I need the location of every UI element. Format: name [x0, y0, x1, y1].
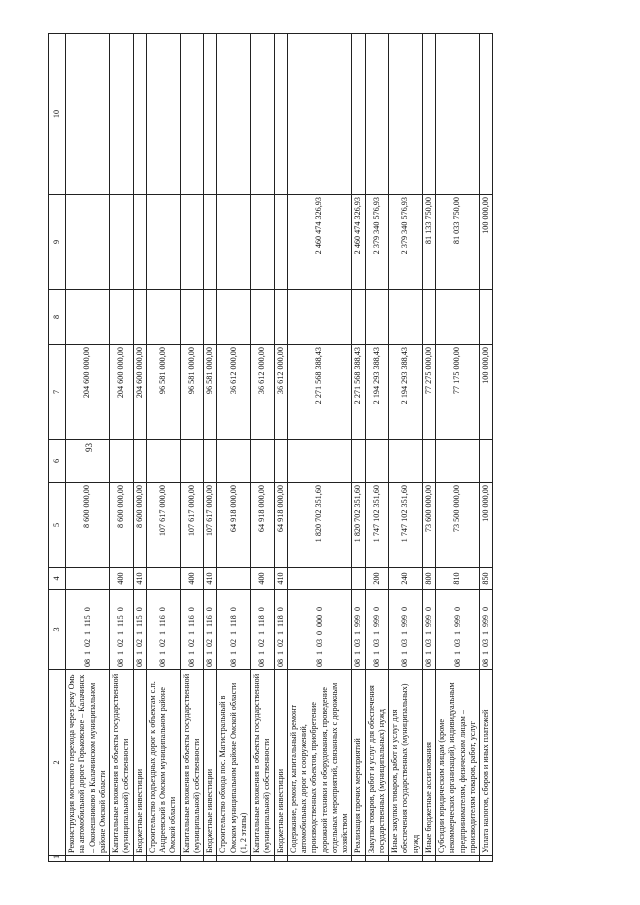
amount-col9: [110, 195, 134, 290]
expense-type: 400: [251, 568, 275, 590]
amount-col6: [217, 440, 251, 483]
amount-col5: 73 500 000,00: [436, 483, 480, 568]
budget-code: 08 1 02 1 116 0: [204, 590, 217, 670]
amount-col5: 107 617 000,00: [204, 483, 217, 568]
amount-col9: [217, 195, 251, 290]
budget-code: 08 1 03 1 999 0: [389, 590, 423, 670]
amount-col10: [287, 34, 352, 195]
amount-col6: [251, 440, 275, 483]
budget-table: [48, 33, 493, 862]
amount-col6: [389, 440, 423, 483]
item-name: Бюджетные инвестиции: [274, 670, 287, 856]
table-row: [389, 34, 423, 862]
expense-type: 240: [389, 568, 423, 590]
col-header: 4: [49, 568, 66, 590]
item-name: Иные закупки товаров, работ и услуг для обеспечения государственных (муниципальных) нужд: [389, 670, 423, 856]
col1-cell: [480, 856, 493, 862]
page-number: 93: [84, 443, 94, 452]
expense-type: [287, 568, 352, 590]
col1-cell: [365, 856, 389, 862]
item-name: Капитальные вложения в объекты государственной (муниципальной) собственности: [110, 670, 134, 856]
amount-col8: [287, 290, 352, 345]
amount-col9: [133, 195, 146, 290]
item-name: Капитальные вложения в объекты государственной (муниципальной) собственности: [251, 670, 275, 856]
amount-col6: [274, 440, 287, 483]
col1-cell: [217, 856, 251, 862]
table-row: [133, 34, 146, 862]
col-header: 5: [49, 483, 66, 568]
table-row: [480, 34, 493, 862]
amount-col7: 96 581 000,00: [146, 345, 180, 440]
amount-col8: [217, 290, 251, 345]
amount-col6: [110, 440, 134, 483]
budget-code: 08 1 03 1 999 0: [365, 590, 389, 670]
col1-cell: [422, 856, 435, 862]
item-name: Капитальные вложения в объекты государственной (муниципальной) собственности: [180, 670, 204, 856]
amount-col6: [480, 440, 493, 483]
budget-code: 08 1 03 1 999 0: [436, 590, 480, 670]
amount-col8: [251, 290, 275, 345]
expense-type: 400: [110, 568, 134, 590]
col-header: 2: [49, 670, 66, 856]
amount-col7: 77 275 000,00: [422, 345, 435, 440]
amount-col7: 77 175 000,00: [436, 345, 480, 440]
col1-cell: [180, 856, 204, 862]
table-row: [146, 34, 180, 862]
amount-col6: [287, 440, 352, 483]
table-row: [251, 34, 275, 862]
col1-cell: [274, 856, 287, 862]
amount-col6: [180, 440, 204, 483]
table-row: [110, 34, 134, 862]
amount-col6: [365, 440, 389, 483]
item-name: Бюджетные инвестиции: [133, 670, 146, 856]
amount-col10: [480, 34, 493, 195]
budget-code: 08 1 02 1 116 0: [146, 590, 180, 670]
col1-cell: [287, 856, 352, 862]
amount-col6: [146, 440, 180, 483]
table-row: [204, 34, 217, 862]
budget-code: 08 1 02 1 115 0: [133, 590, 146, 670]
amount-col6: [352, 440, 365, 483]
amount-col9: 81 033 750,00: [436, 195, 480, 290]
amount-col5: 64 918 000,00: [217, 483, 251, 568]
amount-col10: [204, 34, 217, 195]
amount-col9: [274, 195, 287, 290]
amount-col9: 100 000,00: [480, 195, 493, 290]
item-name: Иные бюджетные ассигнования: [422, 670, 435, 856]
amount-col5: 8 600 000,00: [66, 483, 110, 568]
col-header: 7: [49, 345, 66, 440]
amount-col10: [436, 34, 480, 195]
amount-col7: 2 194 293 388,43: [365, 345, 389, 440]
col1-cell: [204, 856, 217, 862]
rotated-page: [48, 34, 610, 862]
amount-col9: 2 460 474 326,93: [352, 195, 365, 290]
amount-col10: [66, 34, 110, 195]
budget-code: 08 1 02 1 118 0: [251, 590, 275, 670]
expense-type: 800: [422, 568, 435, 590]
budget-code: 08 1 02 1 115 0: [66, 590, 110, 670]
budget-code: 08 1 02 1 118 0: [217, 590, 251, 670]
expense-type: 810: [436, 568, 480, 590]
amount-col6: [436, 440, 480, 483]
col-header: 8: [49, 290, 66, 345]
expense-type: [217, 568, 251, 590]
col-header: 9: [49, 195, 66, 290]
amount-col9: [204, 195, 217, 290]
amount-col8: [110, 290, 134, 345]
amount-col8: [480, 290, 493, 345]
item-name: Бюджетные инвестиции: [204, 670, 217, 856]
amount-col8: [274, 290, 287, 345]
amount-col8: [436, 290, 480, 345]
table-row: [217, 34, 251, 862]
amount-col10: [274, 34, 287, 195]
item-name: Уплата налогов, сборов и иных платежей: [480, 670, 493, 856]
amount-col5: 1 747 102 351,60: [389, 483, 423, 568]
col1-cell: [352, 856, 365, 862]
amount-col9: 2 379 340 576,93: [365, 195, 389, 290]
amount-col10: [365, 34, 389, 195]
amount-col7: 36 612 000,00: [274, 345, 287, 440]
budget-code: 08 1 03 1 999 0: [352, 590, 365, 670]
item-name: Закупка товаров, работ и услуг для обеспечения государственных (муниципальных) нужд: [365, 670, 389, 856]
amount-col7: 2 194 293 388,43: [389, 345, 423, 440]
expense-type: [66, 568, 110, 590]
amount-col8: [365, 290, 389, 345]
amount-col7: 2 271 568 388,43: [352, 345, 365, 440]
amount-col7: 100 000,00: [480, 345, 493, 440]
expense-type: 200: [365, 568, 389, 590]
amount-col8: [352, 290, 365, 345]
amount-col10: [251, 34, 275, 195]
budget-code: 08 1 02 1 118 0: [274, 590, 287, 670]
col1-cell: [146, 856, 180, 862]
amount-col8: [146, 290, 180, 345]
table-row: [180, 34, 204, 862]
budget-code: 08 1 02 1 116 0: [180, 590, 204, 670]
expense-type: 410: [133, 568, 146, 590]
amount-col7: 96 581 000,00: [180, 345, 204, 440]
amount-col5: 1 820 702 351,60: [287, 483, 352, 568]
amount-col9: 81 133 750,00: [422, 195, 435, 290]
amount-col5: 8 600 000,00: [133, 483, 146, 568]
amount-col5: 1 820 702 351,60: [352, 483, 365, 568]
item-name: Субсидии юридическим лицам (кроме некоммерческих организаций), индивидуальным предпринимателям, физическим лицам – производителям товаров, работ, услуг: [436, 670, 480, 856]
amount-col9: [180, 195, 204, 290]
amount-col5: 73 600 000,00: [422, 483, 435, 568]
amount-col8: [133, 290, 146, 345]
expense-type: 410: [204, 568, 217, 590]
amount-col7: 36 612 000,00: [251, 345, 275, 440]
amount-col9: 2 460 474 326,93: [287, 195, 352, 290]
table-row: [352, 34, 365, 862]
amount-col6: [204, 440, 217, 483]
amount-col5: 64 918 000,00: [251, 483, 275, 568]
col1-cell: [251, 856, 275, 862]
budget-code: 08 1 03 1 999 0: [480, 590, 493, 670]
amount-col9: 2 379 340 576,93: [389, 195, 423, 290]
amount-col5: 107 617 000,00: [146, 483, 180, 568]
amount-col10: [146, 34, 180, 195]
col1-cell: [133, 856, 146, 862]
expense-type: 850: [480, 568, 493, 590]
amount-col6: [133, 440, 146, 483]
table-row: [365, 34, 389, 862]
amount-col10: [389, 34, 423, 195]
amount-col5: 8 600 000,00: [110, 483, 134, 568]
amount-col7: 36 612 000,00: [217, 345, 251, 440]
amount-col7: 204 600 000,00: [110, 345, 134, 440]
table-row: [422, 34, 435, 862]
col1-cell: [389, 856, 423, 862]
item-name: Содержание, ремонт, капитальный ремонт автомобильных дорог и сооружений, производственных объектов, приобретение дорожной техники и оборудования, проведение отдельных мероприятий, связанных с дорожным хозяйством: [287, 670, 352, 856]
budget-code: 08 1 02 1 115 0: [110, 590, 134, 670]
col-header: 3: [49, 590, 66, 670]
table-row: [66, 34, 110, 862]
header-row: [49, 34, 66, 862]
col1-cell: [110, 856, 134, 862]
amount-col8: [422, 290, 435, 345]
expense-type: 400: [180, 568, 204, 590]
amount-col5: 1 747 102 351,60: [365, 483, 389, 568]
amount-col7: 96 581 000,00: [204, 345, 217, 440]
col-header: 6: [49, 440, 66, 483]
table-row: [436, 34, 480, 862]
amount-col10: [133, 34, 146, 195]
amount-col10: [422, 34, 435, 195]
amount-col8: [204, 290, 217, 345]
amount-col5: 107 617 000,00: [180, 483, 204, 568]
amount-col8: [66, 290, 110, 345]
amount-col7: 204 600 000,00: [133, 345, 146, 440]
expense-type: 410: [274, 568, 287, 590]
amount-col10: [352, 34, 365, 195]
item-name: Реализация прочих мероприятий: [352, 670, 365, 856]
amount-col7: 204 600 000,00: [66, 345, 110, 440]
amount-col5: 64 918 000,00: [274, 483, 287, 568]
amount-col10: [217, 34, 251, 195]
col-header: 1: [49, 856, 66, 862]
amount-col9: [146, 195, 180, 290]
table-row: [274, 34, 287, 862]
table-row: [287, 34, 352, 862]
amount-col9: [251, 195, 275, 290]
amount-col10: [110, 34, 134, 195]
amount-col9: [66, 195, 110, 290]
amount-col6: [422, 440, 435, 483]
budget-code: 08 1 03 1 999 0: [422, 590, 435, 670]
col-header: 10: [49, 34, 66, 195]
item-name: Строительство подъездных дорог к объектам с.п. Андреевский в Омском муниципальном районе Омской области: [146, 670, 180, 856]
item-name: Строительство обхода пос. Магистральный в Омском муниципальном районе Омской области (1, 2 этапы): [217, 670, 251, 856]
col1-cell: [436, 856, 480, 862]
amount-col8: [389, 290, 423, 345]
amount-col6: [66, 440, 110, 483]
expense-type: [146, 568, 180, 590]
item-name: Реконструкция мостового перехода через реку Омь на автомобильной дороге Горьковское – Калачинск – Оконешниково в Калачинском муниципальном районе Омской области: [66, 670, 110, 856]
amount-col10: [180, 34, 204, 195]
col1-cell: [66, 856, 110, 862]
amount-col5: 100 000,00: [480, 483, 493, 568]
amount-col7: 2 271 568 388,43: [287, 345, 352, 440]
expense-type: [352, 568, 365, 590]
budget-code: 08 1 03 0 000 0: [287, 590, 352, 670]
amount-col8: [180, 290, 204, 345]
